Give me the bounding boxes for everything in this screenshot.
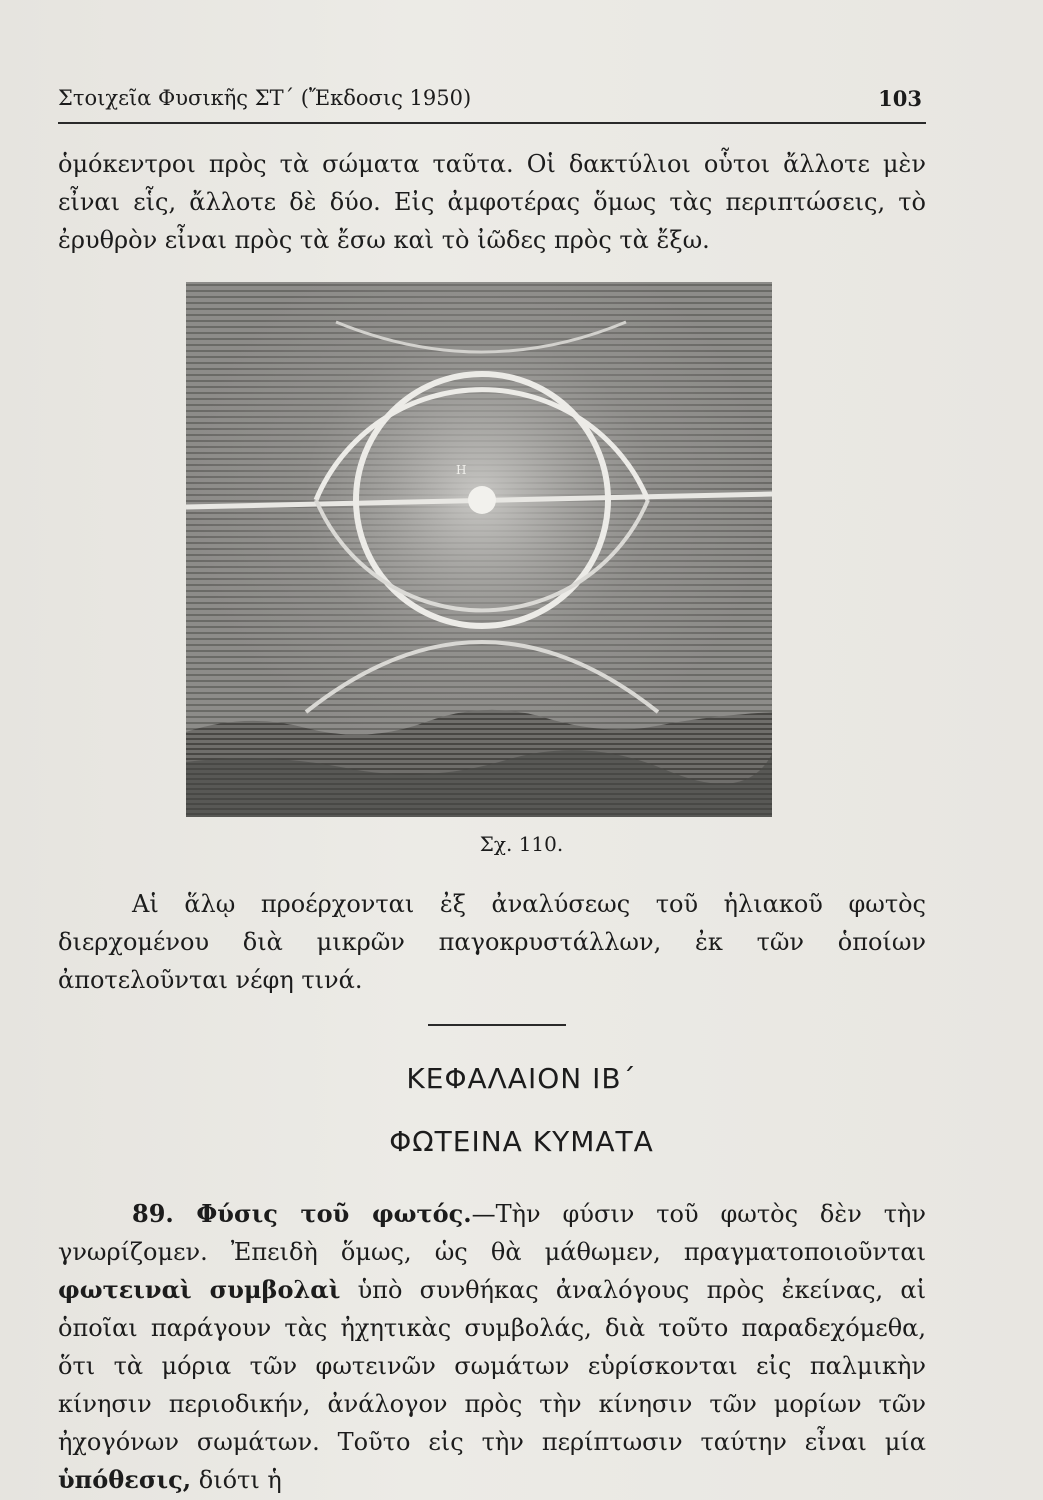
halo-engraving [186,282,772,817]
top-paragraph: ὁμόκεντροι πρὸς τὰ σώματα ταῦτα. Οἱ δακτύλιοι οὗτοι ἄλλοτε μὲν εἶναι εἷς, ἄλλοτε δὲ δύο. Εἰς ἀμφοτέρας ὅμως τὰς περιπτώσεις, τὸ ἐρυθρὸν εἶναι πρὸς τὰ ἔσω καὶ τὸ ἰῶδες πρὸς τὰ ἔξω. [58,150,926,254]
section-paragraph [58,1195,926,1499]
chapter-title: ΦΩΤΕΙΝΑ ΚΥΜΑΤΑ [389,1125,654,1158]
section-heading: 89. Φύσις τοῦ φωτός. [132,1199,472,1228]
section-text-2: ὑπὸ συνθήκας ἀναλόγους πρὸς ἐκείνας, αἱ ὁποῖαι παράγουν τὰς ἠχητικὰς συμβολάς, διὰ τοῦτο παραδεχόμεθα, ὅτι τὰ μόρια τῶν φωτεινῶν σωμάτων εὑρίσκονται εἰς παλμικὴν κίνησιν περιοδικήν, ἀνάλογον πρὸς τὴν κίνησιν τῶν μορίων τῶν ἠχογόνων σωμάτων. Τοῦτο εἰς τὴν περίπτωσιν ταύτην εἶναι μία [58,1276,927,1456]
figure-caption: Σχ. 110. [479,832,564,856]
page-header [58,82,926,124]
halo-text: Αἱ ἅλῳ προέρχονται ἐξ ἀναλύσεως τοῦ ἡλιακοῦ φωτὸς διερχομένου διὰ μικρῶν παγοκρυστάλλων, ἐκ τῶν ὁποίων ἀποτελοῦνται νέφη τινά. [58,890,926,994]
section-divider [428,1024,566,1026]
chapter-number: ΚΕΦΑΛΑΙΟΝ ΙΒ΄ [406,1062,637,1095]
section-bold-1: φωτειναὶ συμβολαὶ [58,1275,341,1304]
running-head: Στοιχεῖα Φυσικῆς ΣΤ΄ (Ἔκδοσις 1950) [58,86,472,110]
section-bold-2: ὑπόθεσις, [58,1465,192,1494]
section-text-3: διότι ἡ [191,1466,282,1494]
section-text-1: —Τὴν φύσιν τοῦ φωτὸς δὲν τὴν γνωρίζομεν. Ἐπειδὴ ὅμως, ὡς θὰ μάθωμεν, πραγματοποιοῦνται [58,1200,926,1266]
figure-inner-label: Η [456,463,467,477]
halo-paragraph [58,885,926,999]
halo-figure [186,282,772,817]
page-number: 103 [878,86,922,111]
